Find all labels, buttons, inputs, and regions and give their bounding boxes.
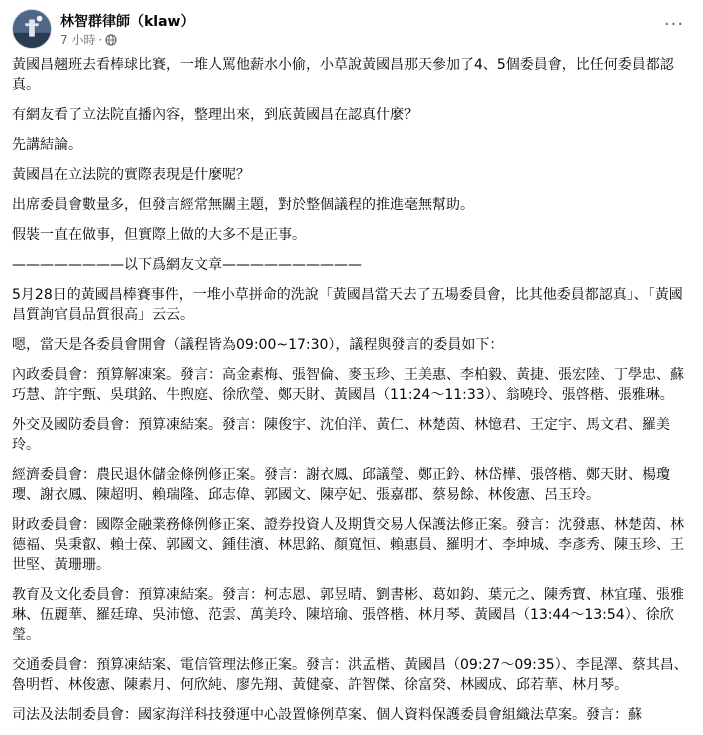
globe-icon — [105, 34, 117, 46]
committee-paragraph: 司法及法制委員會：國家海洋科技發運中心設置條例草案、個人資料保護委員會組織法草案。發言：蘇 — [12, 707, 642, 723]
paragraph: 有網友看了立法院直播內容，整理出來，到底黃國昌在認真什麼？ — [12, 107, 418, 123]
committee-paragraph: 外交及國防委員會：預算凍結案。發言：陳俊宇、沈伯洋、黃仁、林楚茵、林憶君、王定宇、馬文君、羅美玲。 — [12, 417, 670, 453]
more-options-button[interactable] — [659, 12, 689, 36]
post-content — [12, 55, 692, 735]
paragraph: 出席委員會數量多，但發言經常無關主題，對於整個議程的推進毫無幫助。 — [12, 197, 474, 213]
paragraph: 黃國昌翹班去看棒球比賽，一堆人罵他薪水小偷，小草說黃國昌那天參加了4、5個委員會，比任何委員都認真。 — [12, 57, 674, 93]
committee-paragraph: 教育及文化委員會：預算凍結案。發言：柯志恩、郭昱晴、劉書彬、葛如鈞、葉元之、陳秀寶、林宜瑾、張雅琳、伍麗華、羅廷瑋、吳沛憶、范雲、萬美玲、陳培瑜、張啓楷、林月琴、黃國昌（13:44～13:54）、徐欣瑩。 — [12, 587, 684, 643]
paragraph: 嗯，當天是各委員會開會（議程皆為09:00~17:30），議程與發言的委員如下： — [12, 337, 504, 353]
meta-separator: · — [98, 32, 103, 47]
paragraph: 黃國昌在立法院的實際表現是什麼呢？ — [12, 167, 250, 183]
committee-paragraph: 內政委員會：預算解凍案。發言：高金素梅、張智倫、麥玉珍、王美惠、李柏毅、黃捷、張宏陸、丁學忠、蘇巧慧、許宇甄、吳琪銘、牛煦庭、徐欣瑩、鄭天財、黃國昌（11:24～11:33）、翁曉玲、張啓楷、張雅琳。 — [12, 367, 684, 403]
post-meta — [60, 31, 117, 48]
paragraph: 假裝一直在做事，但實際上做的大多不是正事。 — [12, 227, 306, 243]
committee-paragraph: 交通委員會：預算凍結案、電信管理法修正案。發言：洪孟楷、黃國昌（09:27～09:35）、李昆澤、蔡其昌、魯明哲、林俊憲、陳素月、何欣純、廖先翔、黃健豪、許智傑、徐富癸、林國成、邱若華、林月琴。 — [12, 657, 688, 693]
post-header — [0, 0, 703, 54]
paragraph: 先講結論。 — [12, 137, 82, 153]
section-divider: ————————以下爲網友文章—————————— — [12, 257, 362, 273]
avatar-image — [13, 10, 51, 48]
paragraph: 5月28日的黃國昌棒賽事件，一堆小草拼命的洗說「黃國昌當天去了五場委員會，比其他委員都認真」、「黃國昌質詢官員品質很高」云云。 — [12, 287, 683, 323]
author-name[interactable]: 林智群律師（klaw） — [60, 14, 195, 30]
post-time[interactable]: 7 小時 — [60, 33, 96, 47]
author-avatar[interactable] — [12, 9, 52, 49]
committee-paragraph: 經濟委員會：農民退休儲金條例修正案。發言：謝衣鳳、邱議瑩、鄭正鈐、林岱樺、張啓楷、鄭天財、楊瓊瓔、謝衣鳳、陳超明、賴瑞隆、邱志偉、郭國文、陳亭妃、張嘉郡、蔡易餘、林俊憲、呂玉玲。 — [12, 467, 670, 503]
more-horizontal-icon: ··· — [663, 13, 685, 35]
committee-paragraph: 財政委員會：國際金融業務條例修正案、證券投資人及期貨交易人保護法修正案。發言：沈發惠、林楚茵、林德福、吳秉叡、賴士葆、郭國文、鍾佳濱、林思銘、顏寬恒、賴惠員、羅明才、李坤城、李彥秀、陳玉珍、王世堅、黃珊珊。 — [12, 517, 684, 573]
